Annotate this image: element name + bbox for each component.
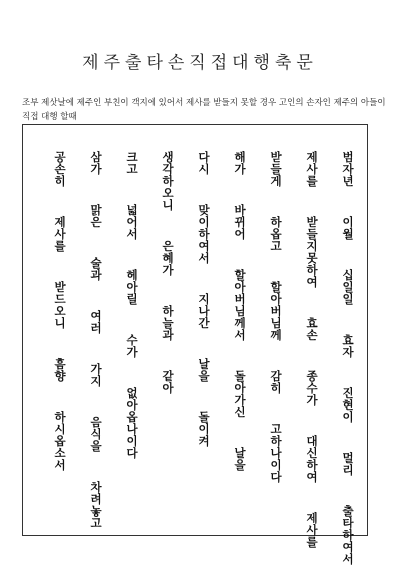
prayer-line-7: 크고 넓어서 헤아릴 수가 없아옵나이다	[125, 151, 139, 459]
prayer-text-frame	[22, 124, 368, 565]
document-title: 제주출타손직접대행축문	[82, 53, 318, 73]
prayer-line-8: 삼가 맑은 술과 여러 가지 음식을 차려놓고	[89, 151, 103, 529]
prayer-line-3: 받들게 하옵고 할아버님께 감히 고하나이다	[269, 151, 283, 483]
prayer-line-2: 제사를 받들지못하여 효손 종수가 대신하여 제사를	[305, 151, 319, 548]
prayer-line-9: 공손히 제사를 받드오니 흠향 하시옵소서	[53, 151, 67, 471]
document-description: 조부 제삿날에 제주인 부친이 객지에 있어서 제사를 받들지 못할 경우 고인의 손자인 제주의 아들이 직접 대행 할때	[22, 98, 386, 122]
prayer-line-5: 다시 맞이하여서 지나간 날을 돌이켜	[197, 151, 211, 447]
prayer-line-1: 범자년 이월 십일일 효자 진현이 멀리 출타하여서	[341, 151, 355, 565]
prayer-line-6: 생각하오니 은혜가 하늘과 같아	[161, 151, 175, 394]
prayer-line-4: 해가 바뀌어 할아버님께서 돌아가신 날을	[233, 151, 247, 471]
